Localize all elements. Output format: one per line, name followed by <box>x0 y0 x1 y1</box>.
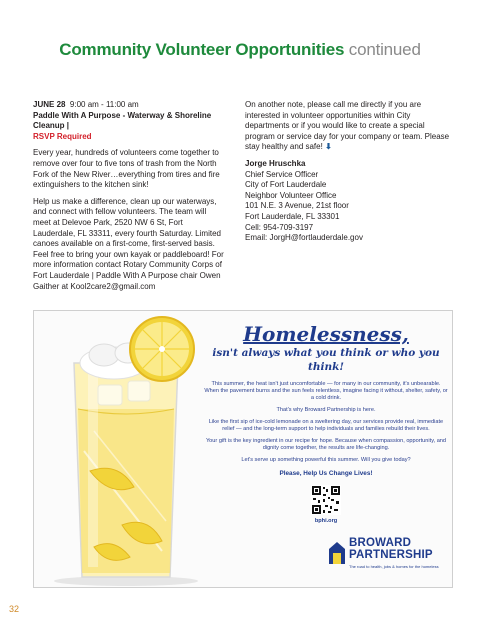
ad-paragraph-5: Let's serve up something powerful this summer. Will you give today? <box>241 457 411 463</box>
ad-subheadline: isn't always what you think or who you think! <box>212 347 440 373</box>
event-datetime <box>33 100 225 111</box>
page-number: 32 <box>9 604 20 614</box>
ad-url[interactable]: bphi.org <box>314 518 338 524</box>
contact-column <box>245 100 455 244</box>
signature-org: City of Fort Lauderdale <box>245 180 327 190</box>
note-paragraph <box>245 100 455 153</box>
rsvp-required: RSVP Required <box>33 131 92 141</box>
broward-partnership-logo <box>327 537 447 579</box>
signature-email: Email: JorgH@fortlauderdale.gov <box>245 233 363 243</box>
page-title <box>0 40 480 60</box>
logo-line-2: PARTNERSHIP <box>349 549 433 561</box>
title-main: Community Volunteer Opportunities <box>59 40 345 59</box>
event-title: Paddle With A Purpose - Waterway & Shoreline Cleanup | <box>33 110 212 131</box>
qr-code-icon[interactable] <box>311 485 341 515</box>
house-icon <box>327 539 347 565</box>
ad-text-block <box>204 323 448 524</box>
ad-call-to-action: Please, Help Us Change Lives! <box>279 470 373 477</box>
ad-paragraph-3: Like the first sip of ice-cold lemonade on a sweltering day, our services provide real, immediate relief — and the long-term support to help individuals and families rebuild their lives. <box>208 419 444 432</box>
ad-paragraph-4: Your gift is the key ingredient in our recipe for hope. Because when compassion, opportunity, and dignity come together, the results are life-changing. <box>205 438 447 451</box>
signature-cell: Cell: 954-709-3197 <box>245 222 314 232</box>
event-column <box>33 100 225 298</box>
signature-block <box>245 159 455 244</box>
ad-paragraph-1: This summer, the heat isn't just uncomfortable — for many in our community, it's unbearable. When the pavement burns and the sun feels relentless, imagine facing it without, shelter, safety, or a cold drink. <box>204 381 448 401</box>
signature-name: Jorge Hruschka <box>245 158 306 168</box>
title-continued: continued <box>348 40 421 59</box>
signature-address-1: 101 N.E. 3 Avenue, 21st floor <box>245 201 349 211</box>
note-text: On another note, please call me directly if you are interested in volunteer opportunities within City departments or if you would like to create a special program or service day for your company or team. Please stay healthy and safe! <box>245 100 450 152</box>
logo-wordmark <box>349 537 433 561</box>
signature-office: Neighbor Volunteer Office <box>245 190 337 200</box>
ad-paragraph-2: That's why Broward Partnership is here. <box>276 407 376 413</box>
event-date: JUNE 28 <box>33 100 66 109</box>
signature-title: Chief Service Officer <box>245 169 319 179</box>
signature-address-2: Fort Lauderdale, FL 33301 <box>245 211 340 221</box>
down-arrow-icon: ⬇ <box>325 142 332 152</box>
ad-body <box>204 381 448 464</box>
ad-headline: Homelessness, <box>243 322 409 346</box>
logo-tagline: The road to health, jobs & homes for the homeless <box>349 564 439 569</box>
broward-partnership-ad <box>33 310 453 588</box>
event-time: 9:00 am - 11:00 am <box>69 100 139 109</box>
event-description-2: Help us make a difference, clean up our waterways, and connect with fellow volunteers. The team will meet at Delevoe Park, 2520 NW 6 St, Fort Lauderdale, FL 33311, every fourth Saturday. Limited canoes available on a first-come, first-served basis. Feel free to bring your own kayak or paddleboard! For more information contact Rotary Community Corps of Fort Lauderdale | Paddle With A Purpose chair Owen Gaither at Kool2care2@gmail.com <box>33 196 224 291</box>
logo-line-1: BROWARD <box>349 537 412 549</box>
event-description-1: Every year, hundreds of volunteers come together to remove over four to five tons of trash from the North Fork of the New River…everything from tires and fire extinguishers to the kitchen sink! <box>33 148 220 190</box>
